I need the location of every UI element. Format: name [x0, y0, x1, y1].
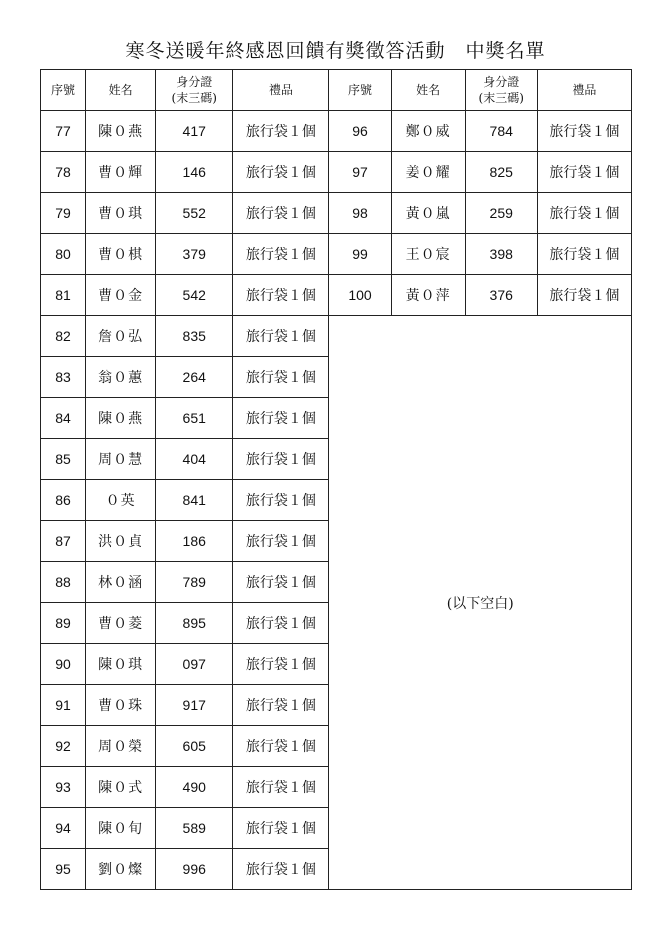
- left-name-cell: 陳０旬: [86, 808, 156, 849]
- left-seq-cell: 79: [41, 193, 86, 234]
- left-gift-cell: 旅行袋１個: [233, 193, 329, 234]
- left-gift-cell: 旅行袋１個: [233, 726, 329, 767]
- left-name-cell: 陳０燕: [86, 111, 156, 152]
- right-name-cell: 黃０萍: [391, 275, 465, 316]
- blank-note: (以下空白): [329, 316, 632, 890]
- left-id-cell: 895: [156, 603, 233, 644]
- right-id-cell: 825: [465, 152, 537, 193]
- left-id-cell: 651: [156, 398, 233, 439]
- left-gift-cell: 旅行袋１個: [233, 685, 329, 726]
- left-name-cell: 曹０珠: [86, 685, 156, 726]
- left-id-cell: 841: [156, 480, 233, 521]
- right-name-cell: 黃０嵐: [391, 193, 465, 234]
- header-seq: 序號: [41, 70, 86, 111]
- left-seq-cell: 81: [41, 275, 86, 316]
- left-name-cell: 陳０燕: [86, 398, 156, 439]
- table-body: [41, 111, 632, 890]
- left-gift-cell: 旅行袋１個: [233, 849, 329, 890]
- left-gift-cell: 旅行袋１個: [233, 111, 329, 152]
- table-row: [41, 316, 632, 357]
- left-name-cell: 周０榮: [86, 726, 156, 767]
- left-gift-cell: 旅行袋１個: [233, 808, 329, 849]
- left-id-cell: 996: [156, 849, 233, 890]
- left-seq-cell: 77: [41, 111, 86, 152]
- right-gift-cell: 旅行袋１個: [537, 111, 631, 152]
- right-seq-cell: 97: [329, 152, 391, 193]
- left-name-cell: 曹０菱: [86, 603, 156, 644]
- table-row: [41, 193, 632, 234]
- left-seq-cell: 84: [41, 398, 86, 439]
- left-id-cell: 789: [156, 562, 233, 603]
- left-id-cell: 264: [156, 357, 233, 398]
- left-name-cell: 曹０棋: [86, 234, 156, 275]
- left-gift-cell: 旅行袋１個: [233, 480, 329, 521]
- right-id-cell: 784: [465, 111, 537, 152]
- header-row: [41, 70, 632, 111]
- right-name-cell: 鄭０威: [391, 111, 465, 152]
- page-title: 寒冬送暖年終感恩回饋有獎徵答活動 中獎名單: [125, 40, 546, 62]
- left-gift-cell: 旅行袋１個: [233, 521, 329, 562]
- left-name-cell: ０英: [86, 480, 156, 521]
- left-seq-cell: 94: [41, 808, 86, 849]
- left-id-cell: 404: [156, 439, 233, 480]
- left-name-cell: 劉０燦: [86, 849, 156, 890]
- left-name-cell: 曹０琪: [86, 193, 156, 234]
- left-seq-cell: 88: [41, 562, 86, 603]
- left-seq-cell: 80: [41, 234, 86, 275]
- header-name-right: 姓名: [391, 70, 465, 111]
- left-id-cell: 146: [156, 152, 233, 193]
- left-seq-cell: 86: [41, 480, 86, 521]
- right-seq-cell: 98: [329, 193, 391, 234]
- left-seq-cell: 93: [41, 767, 86, 808]
- table-row: [41, 111, 632, 152]
- right-seq-cell: 96: [329, 111, 391, 152]
- left-gift-cell: 旅行袋１個: [233, 152, 329, 193]
- left-id-cell: 605: [156, 726, 233, 767]
- left-gift-cell: 旅行袋１個: [233, 562, 329, 603]
- left-gift-cell: 旅行袋１個: [233, 644, 329, 685]
- left-seq-cell: 78: [41, 152, 86, 193]
- right-name-cell: 王０宸: [391, 234, 465, 275]
- left-gift-cell: 旅行袋１個: [233, 234, 329, 275]
- left-id-cell: 186: [156, 521, 233, 562]
- left-id-cell: 542: [156, 275, 233, 316]
- left-gift-cell: 旅行袋１個: [233, 398, 329, 439]
- right-id-cell: 259: [465, 193, 537, 234]
- left-id-cell: 379: [156, 234, 233, 275]
- left-seq-cell: 90: [41, 644, 86, 685]
- left-name-cell: 曹０輝: [86, 152, 156, 193]
- left-id-cell: 097: [156, 644, 233, 685]
- header-id: [156, 70, 233, 111]
- left-id-cell: 417: [156, 111, 233, 152]
- header-gift-right: 禮品: [537, 70, 631, 111]
- left-seq-cell: 85: [41, 439, 86, 480]
- left-name-cell: 曹０金: [86, 275, 156, 316]
- table-row: [41, 234, 632, 275]
- winners-table: [40, 69, 632, 890]
- left-name-cell: 翁０蕙: [86, 357, 156, 398]
- header-id-line2: (末三碼): [171, 91, 217, 105]
- left-seq-cell: 89: [41, 603, 86, 644]
- right-id-cell: 376: [465, 275, 537, 316]
- left-id-cell: 552: [156, 193, 233, 234]
- left-name-cell: 周０慧: [86, 439, 156, 480]
- right-seq-cell: 99: [329, 234, 391, 275]
- right-seq-cell: 100: [329, 275, 391, 316]
- left-gift-cell: 旅行袋１個: [233, 603, 329, 644]
- left-name-cell: 陳０琪: [86, 644, 156, 685]
- header-seq-right: 序號: [329, 70, 391, 111]
- left-seq-cell: 92: [41, 726, 86, 767]
- left-seq-cell: 83: [41, 357, 86, 398]
- left-name-cell: 陳０式: [86, 767, 156, 808]
- left-id-cell: 589: [156, 808, 233, 849]
- left-name-cell: 詹０弘: [86, 316, 156, 357]
- left-id-cell: 490: [156, 767, 233, 808]
- left-seq-cell: 95: [41, 849, 86, 890]
- right-gift-cell: 旅行袋１個: [537, 275, 631, 316]
- right-name-cell: 姜０耀: [391, 152, 465, 193]
- left-id-cell: 835: [156, 316, 233, 357]
- left-gift-cell: 旅行袋１個: [233, 316, 329, 357]
- left-id-cell: 917: [156, 685, 233, 726]
- right-id-cell: 398: [465, 234, 537, 275]
- left-name-cell: 洪０貞: [86, 521, 156, 562]
- right-gift-cell: 旅行袋１個: [537, 234, 631, 275]
- header-name: 姓名: [86, 70, 156, 111]
- left-name-cell: 林０涵: [86, 562, 156, 603]
- left-seq-cell: 82: [41, 316, 86, 357]
- left-gift-cell: 旅行袋１個: [233, 767, 329, 808]
- header-id-right-line2: (末三碼): [478, 91, 524, 105]
- right-gift-cell: 旅行袋１個: [537, 152, 631, 193]
- right-gift-cell: 旅行袋１個: [537, 193, 631, 234]
- header-id-line1: 身分證: [176, 75, 213, 89]
- table-row: [41, 152, 632, 193]
- header-id-right: [465, 70, 537, 111]
- header-gift: 禮品: [233, 70, 329, 111]
- left-gift-cell: 旅行袋１個: [233, 357, 329, 398]
- left-gift-cell: 旅行袋１個: [233, 275, 329, 316]
- left-seq-cell: 87: [41, 521, 86, 562]
- left-seq-cell: 91: [41, 685, 86, 726]
- table-row: [41, 275, 632, 316]
- left-gift-cell: 旅行袋１個: [233, 439, 329, 480]
- header-id-right-line1: 身分證: [483, 75, 520, 89]
